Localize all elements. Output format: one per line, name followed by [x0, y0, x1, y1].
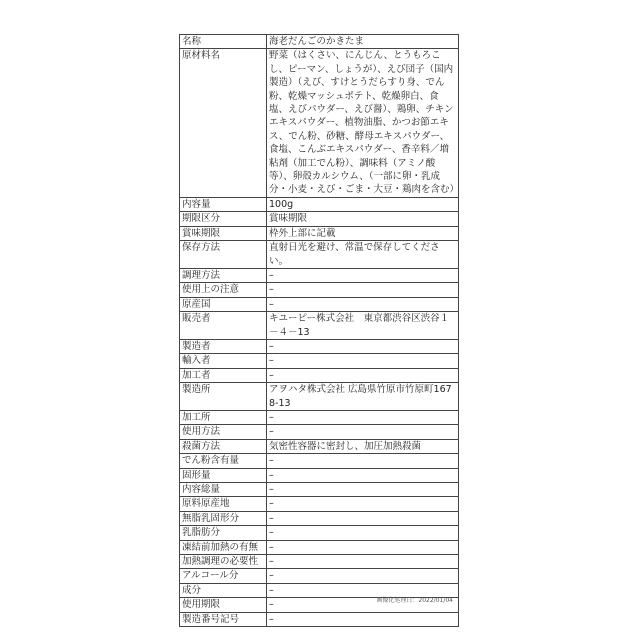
label-row	[180, 49, 459, 197]
row-key: 凍結前加熱の有無	[180, 540, 267, 554]
row-key: 輸入者	[180, 354, 267, 368]
label-row	[180, 297, 459, 311]
label-row	[180, 241, 459, 269]
row-key: 加工所	[180, 410, 267, 424]
label-row	[180, 454, 459, 468]
label-row	[180, 268, 459, 282]
label-row	[180, 425, 459, 439]
label-row	[180, 354, 459, 368]
row-key: 加熱調理の必要性	[180, 555, 267, 569]
row-key: でん粉含有量	[180, 454, 267, 468]
row-value: –	[267, 555, 459, 569]
row-key: 使用期限	[180, 598, 267, 612]
row-value: –	[267, 339, 459, 353]
row-value: –	[267, 368, 459, 382]
row-value: キユーピー株式会社 東京都渋谷区渋谷１－４－13	[267, 312, 459, 340]
row-value: –	[267, 583, 459, 597]
row-key: 固形量	[180, 468, 267, 482]
label-row	[180, 468, 459, 482]
label-row	[180, 540, 459, 554]
product-label-table	[179, 34, 459, 627]
row-value: –	[267, 612, 459, 626]
row-key: 販売者	[180, 312, 267, 340]
row-key: 期限区分	[180, 212, 267, 226]
row-value: 枠外上部に記載	[267, 226, 459, 240]
row-key: 使用方法	[180, 425, 267, 439]
row-value: 海老だんごのかきたま	[267, 35, 459, 49]
label-row	[180, 312, 459, 340]
row-value: –	[267, 540, 459, 554]
row-value: –	[267, 297, 459, 311]
row-key: 賞味期限	[180, 226, 267, 240]
label-row	[180, 526, 459, 540]
row-value: –	[267, 497, 459, 511]
row-key: 成分	[180, 583, 267, 597]
row-key: 原料原産地	[180, 497, 267, 511]
row-key: 無脂乳固形分	[180, 511, 267, 525]
image-processing-date: 画像化処理日：2022/01/04	[376, 597, 453, 604]
label-row	[180, 511, 459, 525]
row-key: 原材料名	[180, 49, 267, 197]
row-key: 内容総量	[180, 483, 267, 497]
label-row	[180, 612, 459, 626]
row-value: –	[267, 354, 459, 368]
label-row	[180, 497, 459, 511]
row-key: 使用上の注意	[180, 283, 267, 297]
label-row	[180, 569, 459, 583]
row-key: 調理方法	[180, 268, 267, 282]
row-key: 原産国	[180, 297, 267, 311]
row-key: 製造番号記号	[180, 612, 267, 626]
label-row	[180, 368, 459, 382]
label-row	[180, 410, 459, 424]
row-value: –	[267, 483, 459, 497]
label-row	[180, 439, 459, 453]
row-key: 乳脂肪分	[180, 526, 267, 540]
row-key: 保存方法	[180, 241, 267, 269]
row-value: 野菜（はくさい、にんじん、とうもろこし、ピーマン、しょうが）、えび団子（国内製造）（えび、すけとうだらすり身、でん粉、乾燥マッシュポテト、乾燥卵白、食塩、えびパウダー、えび醤）、鶏卵、チキンエキスパウダー、植物油脂、かつお節エキス、でん粉、砂糖、酵母エキスパウダー、食塩、こんぶエキスパウダー、香辛料／増粘剤（加工でん粉）、調味料（アミノ酸等）、卵殻カルシウム、（一部に卵・乳成分・小麦・えび・ごま・大豆・鶏肉を含む）	[267, 49, 459, 197]
label-row	[180, 212, 459, 226]
row-key: 加工者	[180, 368, 267, 382]
row-value: –	[267, 268, 459, 282]
row-value: –	[267, 598, 459, 612]
row-value: 気密性容器に密封し、加圧加熱殺菌	[267, 439, 459, 453]
row-value: –	[267, 569, 459, 583]
row-key: 殺菌方法	[180, 439, 267, 453]
label-row	[180, 35, 459, 49]
label-row	[180, 226, 459, 240]
row-key: アルコール分	[180, 569, 267, 583]
row-value: –	[267, 511, 459, 525]
label-row	[180, 555, 459, 569]
row-value: –	[267, 425, 459, 439]
row-key: 製造者	[180, 339, 267, 353]
row-value: 100g	[267, 197, 459, 211]
row-value: アヲハタ株式会社 広島県竹原市竹原町1678-13	[267, 383, 459, 411]
row-key: 名称	[180, 35, 267, 49]
label-row	[180, 483, 459, 497]
row-value: –	[267, 454, 459, 468]
row-key: 内容量	[180, 197, 267, 211]
label-row	[180, 383, 459, 411]
row-value: –	[267, 283, 459, 297]
row-value: 賞味期限	[267, 212, 459, 226]
row-value: –	[267, 468, 459, 482]
label-row	[180, 197, 459, 211]
label-row	[180, 283, 459, 297]
row-key: 製造所	[180, 383, 267, 411]
label-row	[180, 339, 459, 353]
row-value: 直射日光を避け、常温で保存してください。	[267, 241, 459, 269]
row-value: –	[267, 410, 459, 424]
label-rows	[180, 35, 459, 627]
row-value: –	[267, 526, 459, 540]
